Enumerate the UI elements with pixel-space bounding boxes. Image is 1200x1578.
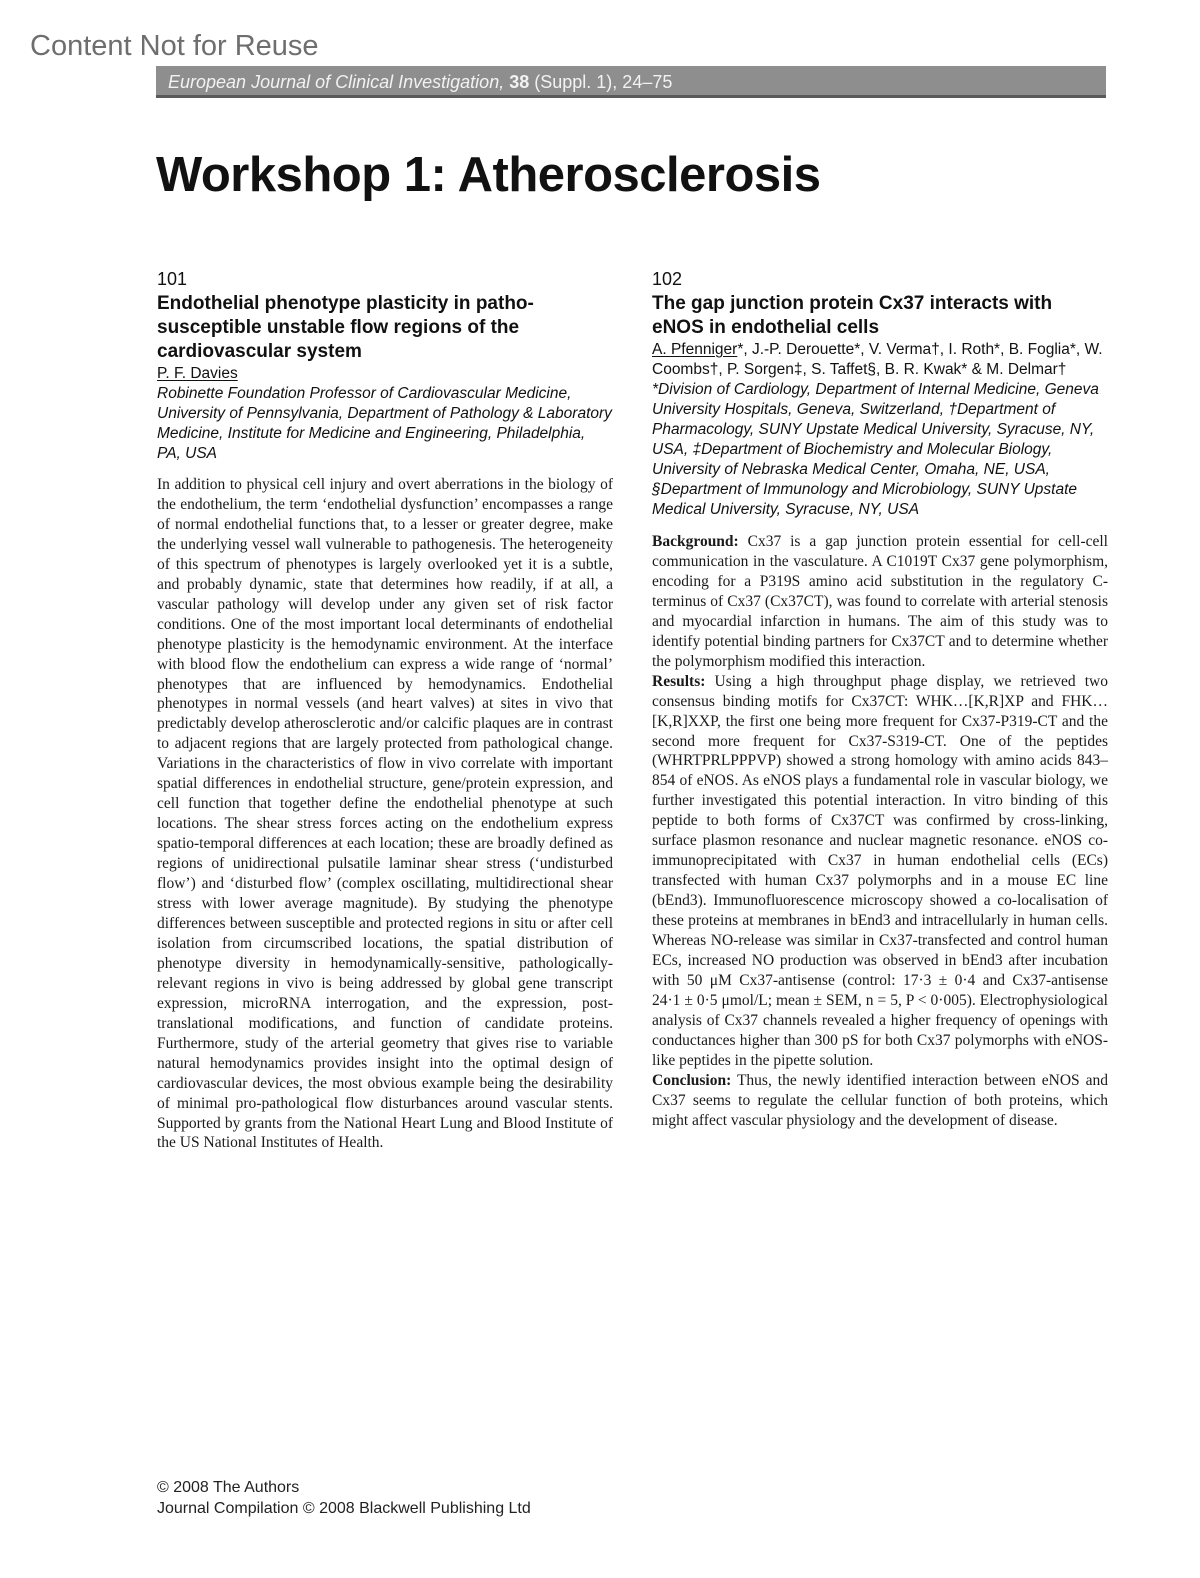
background-label: Background: (652, 533, 739, 550)
copyright-footer (157, 1477, 531, 1519)
journal-header-bar (156, 66, 1106, 98)
journal-name: European Journal of Clinical Investigation, (168, 72, 505, 92)
conclusion-paragraph (652, 1071, 1108, 1131)
abstract-title: The gap junction protein Cx37 interacts with eNOS in endothelial cells (652, 293, 1053, 338)
abstract-body (652, 532, 1108, 1131)
conclusion-text: Thus, the newly identified interaction between eNOS and Cx37 seems to regulate the cellular function of both proteins, which might affect vascular physiology and the development of disease. (652, 1071, 1108, 1129)
journal-issue: (Suppl. 1), 24–75 (534, 72, 673, 92)
copyright-line-1: © 2008 The Authors (157, 1479, 300, 1496)
abstract-number: 102 (652, 269, 683, 289)
other-authors: *, J.-P. Derouette*, V. Verma†, I. Roth*, B. Foglia*, W. Coombs†, P. Sorgen‡, S. Taffet§, B. R. Kwak* & M. Delmar† (652, 341, 1103, 378)
abstract-affiliation: *Division of Cardiology, Department of Internal Medicine, Geneva University Hospitals, Geneva, Switzerland, †Department of Pharmacology, SUNY Upstate Medical University, Syracuse, NY, USA, ‡Department of Biochemistry and Molecular Biology, University of Nebraska Medical Center, Omaha, NE, USA, §Department of Immunology and Microbiology, SUNY Upstate Medical University, Syracuse, NY, USA (652, 381, 1099, 518)
abstract-body (157, 475, 613, 1153)
background-text: Cx37 is a gap junction protein essential for cell-cell communication in the vasculature. A C1019T Cx37 gene polymorphism, encoding for a P319S amino acid substitution in the regulatory C-terminus of Cx37 (Cx37CT), was found to correlate with arterial stenosis and myocardial infarction in humans. The aim of this study was to identify potential binding partners for Cx37CT and to determine whether the polymorphism modified this interaction. (652, 533, 1108, 670)
watermark-text: Content Not for Reuse (30, 30, 319, 62)
abstract-102 (652, 266, 1108, 1131)
copyright-line-2: Journal Compilation © 2008 Blackwell Publishing Ltd (157, 1500, 531, 1517)
presenting-author: A. Pfenniger (652, 341, 738, 358)
abstract-authors (157, 364, 613, 384)
presenting-author: P. F. Davies (157, 365, 238, 382)
abstract-affiliation: Robinette Foundation Professor of Cardiovascular Medicine, University of Pennsylvania, Department of Pathology & Laboratory Medicine, Institute for Medicine and Engineering, Philadelphia, PA, USA (157, 385, 612, 462)
abstract-title: Endothelial phenotype plasticity in patho-susceptible unstable flow regions of the cardiovascular system (157, 293, 534, 362)
abstract-number: 101 (157, 269, 188, 289)
results-text: Using a high throughput phage display, we retrieved two consensus binding motifs for Cx37CT: WHK…[K,R]XP and FHK…[K,R]XXP, the first one being more frequent for Cx37-P319-CT and the second more frequent for Cx37-S319-CT. One of the peptides (WHRTPRLPPPVP) showed a strong homology with amino acids 843–854 of eNOS. As eNOS plays a fundamental role in vascular biology, we further investigated this potential interaction. In vitro binding of this peptide to both forms of Cx37CT was confirmed by cross-linking, surface plasmon resonance and nuclear magnetic resonance. eNOS co-immunoprecipitated with Cx37 in human endothelial cells (ECs) transfected with human Cx37 polymorphs and in a mouse EC line (bEnd3). Immunofluorescence microscopy showed a co-localisation of these proteins at membranes in bEnd3 and intracellularly in human cells. Whereas NO-release was similar in Cx37-transfected and control human ECs, increased NO production was observed in bEnd3 after incubation with 50 μM Cx37-antisense (control: 17·3 ± 0·4 and Cx37-antisense 24·1 ± 0·5 μmol/L; mean ± SEM, n = 5, P < 0·005). Electrophysiological analysis of Cx37 channels revealed a higher frequency of openings with conductances higher than 300 pS for both Cx37 polymorphs with eNOS-like peptides in the pipette solution. (652, 672, 1108, 1069)
page-title: Workshop 1: Atherosclerosis (156, 148, 821, 202)
abstract-body-text: In addition to physical cell injury and overt aberrations in the biology of the endothelium, the term ‘endothelial dysfunction’ encompasses a range of normal endothelial functions that, to a lesser or greater degree, make the underlying vessel wall vulnerable to pathogenesis. The heterogeneity of this spectrum of phenotypes is largely overlooked yet it is a subtle, and probably dynamic, state that determines how readily, if at all, a vascular pathology will develop under any given set of risk factor conditions. One of the most important local determinants of endothelial phenotype plasticity is the hemodynamic environment. At the interface with blood flow the endothelium can express a wide range of ‘normal’ phenotypes that are influenced by hemodynamics. Endothelial phenotypes in normal vessels (and heart valves) at sites in vivo that predictably develop atherosclerotic and/or calcific plaques are in contrast to adjacent regions that are largely protected from pathological change. Variations in the characteristics of flow in vivo correlate with important spatial differences in endothelial structure, gene/protein expression, and cell function that together define the endothelial phenotype at such locations. The shear stress forces acting on the endothelium express spatio-temporal differences at each location; these are broadly defined as regions of unidirectional pulsatile laminar shear stress (‘undisturbed flow’) and ‘disturbed flow’ (complex oscillating, multidirectional shear stress with lower average magnitude). By studying the phenotype differences between susceptible and protected regions in situ or after cell isolation from circumscribed locations, the spatial distribution of phenotype diversity in hemodynamically-sensitive, pathologically-relevant regions in vivo is being addressed by global gene transcript expression, microRNA interrogation, and the expression, post-translational modifications, and function of candidate proteins. Furthermore, study of the arterial geometry that gives rise to variable natural hemodynamics provides insight into the optimal design of cardiovascular devices, the most obvious example being the desirability of minimal pro-pathological flow disturbances around vascular stents. Supported by grants from the National Heart Lung and Blood Institute of the US National Institutes of Health. (157, 476, 613, 1152)
background-paragraph (652, 532, 1108, 672)
abstract-101 (157, 266, 613, 1153)
results-label: Results: (652, 672, 706, 690)
journal-volume: 38 (509, 72, 530, 92)
results-paragraph (652, 672, 1108, 1071)
abstract-authors (652, 340, 1108, 380)
conclusion-label: Conclusion: (652, 1071, 732, 1089)
